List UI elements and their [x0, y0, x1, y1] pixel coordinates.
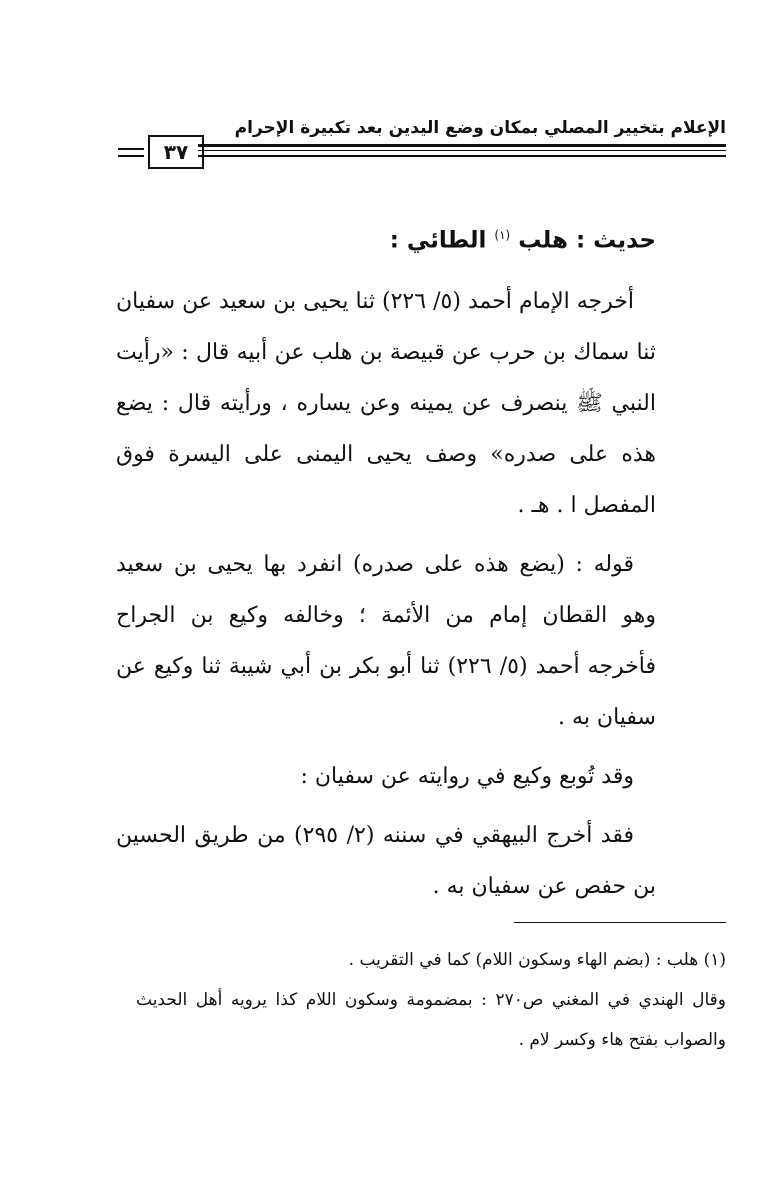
paragraph: أخرجه الإمام أحمد (٥/ ٢٢٦) ثنا يحيى بن سعيد عن سفيان ثنا سماك بن حرب عن قبيصة بن هلب عن أبيه قال : «رأيت النبي ﷺ ينصرف عن يمينه وعن يساره ، ورأيته قال : يضع هذه على صدره» وصف يحيى اليمنى على اليسرة فوق المفصل ا . هـ .: [116, 288, 656, 518]
running-title: الإعلام بتخيير المصلي بمكان وضع اليدين بعد تكبيرة الإحرام: [234, 118, 726, 138]
page-number: ٣٧: [148, 135, 204, 169]
header-rule: [118, 155, 144, 157]
header-rule: [118, 148, 144, 150]
footnote: وقال الهندي في المغني ص٢٧٠ : بمضمومة وسكون اللام كذا يرويه أهل الحديث والصواب بفتح هاء وكسر لام .: [136, 990, 726, 1050]
footnote: (١) هلب : (بضم الهاء وسكون اللام) كما في التقريب .: [348, 950, 726, 970]
paragraph: قوله : (يضع هذه على صدره) انفرد بها يحيى بن سعيد وهو القطان إمام من الأئمة ؛ وخالفه وكيع بن الجراح فأخرجه أحمد (٥/ ٢٢٦) ثنا أبو بكر بن أبي شيبة ثنا وكيع عن سفيان به .: [116, 551, 656, 730]
section-heading: [116, 210, 656, 266]
header-rule: [198, 155, 726, 157]
main-text: [116, 210, 656, 920]
paragraph: فقد أخرج البيهقي في سننه (٢/ ٢٩٥) من طريق الحسين بن حفص عن سفيان به .: [116, 822, 656, 899]
footnote-separator: [514, 922, 726, 923]
paragraph: وقد تُوبع وكيع في روايته عن سفيان :: [300, 763, 634, 789]
footnote-reference: (١): [494, 228, 511, 242]
header-rule: [198, 150, 726, 151]
footnotes: [136, 940, 726, 1060]
header-rule: [198, 144, 726, 147]
heading-prefix: حديث : هلب: [518, 227, 656, 254]
heading-suffix: الطائي :: [389, 227, 487, 254]
